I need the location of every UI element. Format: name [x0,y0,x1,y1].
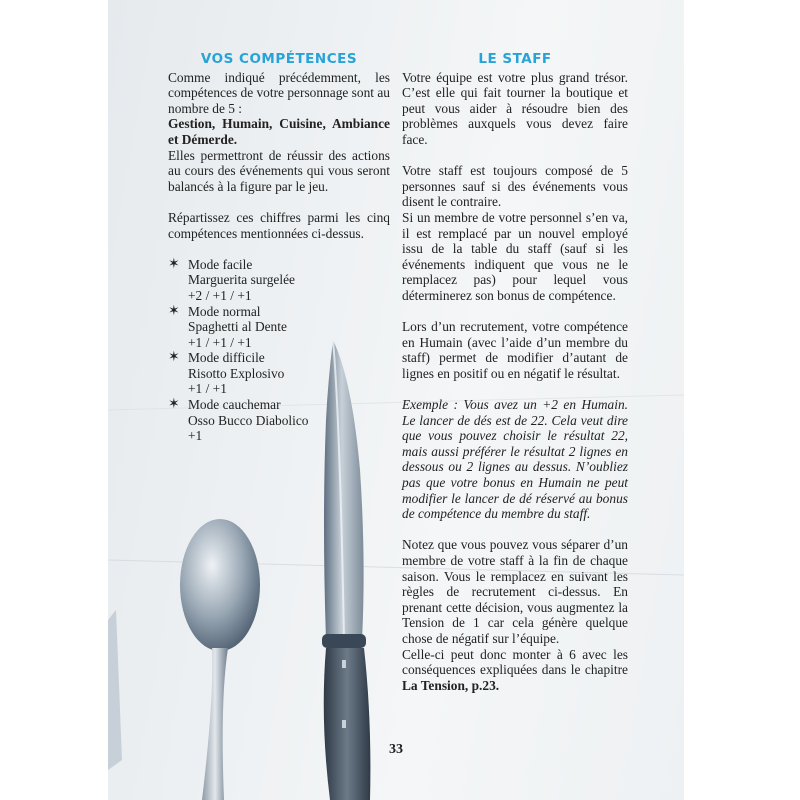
mode-name: Mode difficile [188,350,265,366]
competences-intro [168,70,390,148]
eight-point-star-icon: ✶ [168,350,180,366]
staff-replacement: Si un membre de votre personnel s’en va, il est remplacé par un nouvel employé issu de la table du staff (sauf si les événements indiquent que vous ne le remplacez pas) pour lequel vous déterminerez son bonus de compétence. [402,209,628,303]
staff-intro: Votre équipe est votre plus grand trésor. C’est elle qui fait tourner la boutique et peut vous aider à résoudre bien des problèmes auxquels vous devez faire face. [402,69,628,147]
staff-size: Votre staff est toujours composé de 5 personnes sauf si des événements vous disent le contraire. [402,163,628,210]
list-item [168,304,390,351]
mode-dish: Osso Bucco Diabolico [188,412,309,428]
list-item [168,257,390,304]
mode-dish: Spaghetti al Dente [188,319,287,335]
page-number: 33 [389,742,403,757]
list-item [168,397,390,444]
staff-tension [402,647,628,694]
left-column [168,52,390,444]
tension-chapter-reference: La Tension, p.23. [402,677,500,693]
competences-intro-text: Comme indiqué précédemment, les compétences de votre personnage sont au nombre de 5 : [168,69,390,116]
difficulty-modes-list [168,257,390,444]
section-heading-competences: VOS COMPÉTENCES [200,51,358,67]
section-heading-staff: LE STAFF [478,51,552,67]
eight-point-star-icon: ✶ [168,303,180,319]
mode-values: +1 [188,428,203,444]
staff-dismissal: Notez que vous pouvez vous séparer d’un membre de votre staff à la fin de chaque saison. Vous le remplacez en suivant les règles de recrutement ci-dessus. En prenant cette décision, vous augmentez la Tension de 1 car cela génère quelque chose de négatif sur l’équipe. [402,537,628,646]
document-page [108,0,684,800]
staff-example: Exemple : Vous avez un +2 en Humain. Le lancer de dés est de 22. Cela veut dire que vous pouvez choisir le résultat 22, mais aussi préférer le résultat 2 lignes en dessous ou 2 lignes au dessus. N’oubliez pas que votre bonus en Humain ne peut modifier le lancer de dé réservé au bonus de compétence du membre du staff. [402,397,628,522]
competences-actions: Elles permettront de réussir des actions au cours des événements qui vous seront balancés à la figure par le jeu. [168,147,390,194]
staff-tension-text: Celle-ci peut donc monter à 6 avec les conséquences expliquées dans le chapitre [402,646,628,678]
eight-point-star-icon: ✶ [168,256,180,272]
competences-distribution: Répartissez ces chiffres parmi les cinq compétences mentionnées ci-dessus. [168,209,390,241]
mode-values: +2 / +1 / +1 [188,287,252,303]
competences-list: Gestion, Humain, Cuisine, Ambiance et Démerde. [168,116,390,147]
staff-recruitment: Lors d’un recrutement, votre compétence en Humain (avec l’aide d’un membre du staff) permet de modifier d’autant de lignes en positif ou en négatif le résultat. [402,319,628,381]
mode-dish: Marguerita surgelée [188,272,295,288]
mode-name: Mode cauchemar [188,397,281,413]
eight-point-star-icon: ✶ [168,397,180,413]
mode-name: Mode normal [188,303,261,319]
mode-values: +1 / +1 [188,381,227,397]
list-item [168,350,390,397]
mode-values: +1 / +1 / +1 [188,334,252,350]
mode-dish: Risotto Explosivo [188,365,285,381]
right-column [402,52,628,693]
mode-name: Mode facile [188,256,253,272]
